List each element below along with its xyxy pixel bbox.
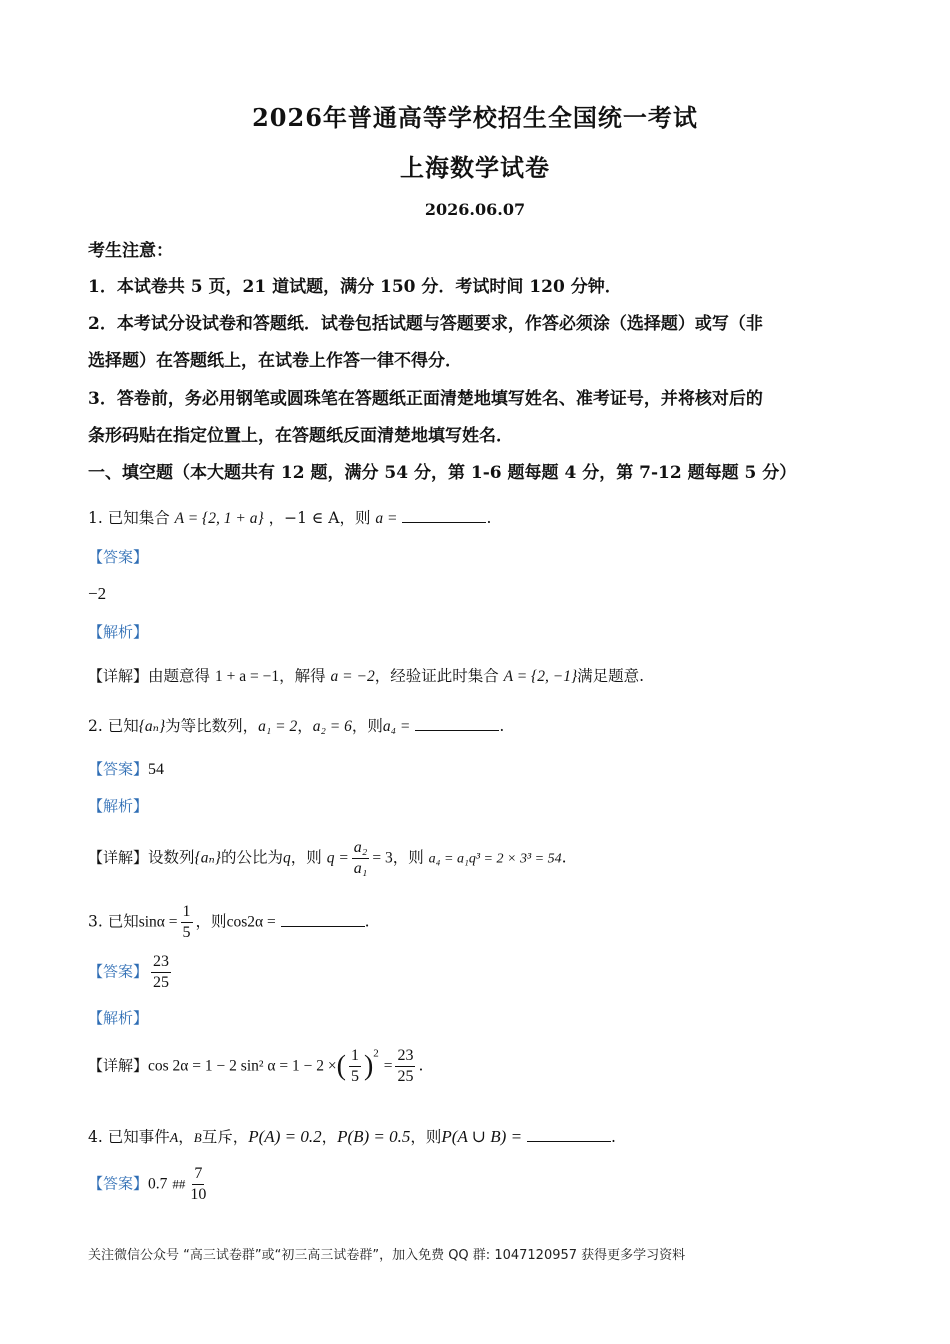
detail-fraction — [352, 838, 370, 879]
question-3-equation: sinα = — [138, 913, 178, 931]
detail-ratio: q — [282, 849, 291, 867]
detail-text: ，则 — [392, 848, 424, 867]
question-4-separator: ， — [321, 1128, 338, 1146]
detail-text: ，则 — [290, 848, 322, 867]
fraction-numerator: 1 — [181, 902, 193, 923]
question-3-end: . — [364, 912, 370, 931]
detail-result — [395, 1046, 415, 1087]
question-3-answer-row — [88, 952, 174, 993]
question-4-answer-separator: ## — [172, 1176, 186, 1192]
question-2-detail — [88, 838, 567, 879]
notice-item-3-line-1: 3．答卷前，务必用钢笔或圆珠笔在答题纸正面清楚地填写姓名、准考证号，并将核对后的 — [88, 389, 763, 409]
analysis-label: 【解析】 — [88, 797, 149, 815]
exam-subtitle: 上海数学试卷 — [400, 153, 550, 182]
question-3-prefix: 3. 已知 — [88, 912, 139, 931]
question-1 — [88, 506, 491, 528]
detail-text: ，解得 — [279, 667, 326, 685]
question-4-end: . — [611, 1128, 616, 1146]
question-4-answer-row — [88, 1164, 211, 1205]
question-2-prefix: 2. 已知 — [88, 717, 139, 735]
notice-item-2-line-1: 2．本考试分设试卷和答题纸．试卷包括试题与答题要求，作答必须涂（选择题）或写（非 — [88, 314, 763, 334]
detail-text: 的公比为 — [220, 848, 283, 867]
detail-label: 【详解】 — [88, 1056, 149, 1075]
exam-date: 2026.06.07 — [424, 200, 526, 219]
left-paren: ( — [336, 1050, 346, 1082]
question-3-fraction — [181, 902, 193, 943]
exponent: 2 — [373, 1047, 379, 1060]
detail-equation: a = −2 — [330, 668, 375, 685]
question-2-answer: 54 — [148, 761, 165, 778]
question-4-text: ，则 — [410, 1128, 442, 1146]
question-1-condition: ，−1 ∈ A，则 — [268, 509, 371, 527]
question-4-pb: P(B) = 0.5 — [337, 1127, 411, 1146]
detail-equation: 1 + a = −1 — [214, 668, 280, 685]
question-4-separator: ， — [178, 1128, 194, 1146]
question-4-event-a: A — [169, 1131, 179, 1146]
fraction-denominator: 5 — [350, 1068, 359, 1085]
fraction-denominator: a₁ — [353, 860, 368, 877]
detail-text: 设数列 — [148, 848, 195, 867]
question-2 — [88, 714, 504, 736]
detail-equation: cos 2α = 1 − 2 sin² α = 1 − 2 × — [148, 1057, 337, 1075]
detail-equation: = 3 — [372, 849, 393, 867]
section-heading: 一、填空题（本大题共有 12 题，满分 54 分，第 1-6 题每题 4 分，第 7-12 题每题 5 分） — [88, 463, 797, 483]
detail-equation: A = {2, −1} — [503, 668, 578, 685]
notice-item-2-line-2: 选择题）在答题纸上，在试卷上作答一律不得分． — [88, 351, 462, 371]
question-3-answer — [151, 952, 171, 993]
detail-fraction — [349, 1046, 361, 1087]
exam-title: 2026年普通高等学校招生全国统一考试 — [252, 103, 698, 132]
question-3-text: ，则 — [195, 912, 227, 931]
detail-sequence: {aₙ} — [194, 849, 221, 867]
analysis-label: 【解析】 — [88, 1009, 149, 1027]
detail-text: 满足题意. — [577, 667, 645, 685]
fraction-numerator: a₂ — [352, 838, 370, 859]
question-1-prefix: 1. 已知集合 — [88, 509, 170, 527]
detail-label: 【详解】 — [88, 848, 149, 867]
question-4-pa: P(A) = 0.2 — [248, 1127, 322, 1146]
detail-text: ，经验证此时集合 — [374, 667, 499, 685]
page-footer: 关注微信公众号 “高三试卷群”或“初三高三试卷群”，加入免费 QQ 群: 1047120957 获得更多学习资料 — [88, 1248, 686, 1263]
detail-label: 【详解】 — [88, 667, 149, 685]
fraction-numerator: 23 — [151, 952, 171, 973]
question-4-answer-decimal: 0.7 — [148, 1175, 168, 1193]
question-2-text: 为等比数列， — [165, 717, 259, 735]
question-4-ask: P(A ∪ B) = — [441, 1127, 523, 1146]
question-3-ask: cos2α = — [226, 913, 276, 931]
detail-end: . — [418, 1056, 424, 1075]
question-2-term-2: a₂ = 6 — [312, 718, 352, 735]
right-paren: ) — [363, 1050, 374, 1082]
question-2-separator: ， — [297, 717, 313, 735]
fraction-numerator: 23 — [395, 1046, 415, 1067]
notice-item-1: 1．本试卷共 5 页，21 道试题，满分 150 分．考试时间 120 分钟． — [88, 277, 622, 297]
question-4-prefix: 4. 已知事件 — [88, 1128, 170, 1146]
answer-label: 【答案】 — [88, 1174, 149, 1193]
fraction-denominator: 25 — [397, 1068, 414, 1085]
fraction-denominator: 25 — [153, 974, 170, 991]
question-4-answer-fraction — [188, 1164, 208, 1205]
question-3-detail — [88, 1046, 423, 1087]
answer-label: 【答案】 — [88, 962, 149, 981]
detail-equation: q = — [326, 849, 349, 867]
notice-heading: 考生注意： — [88, 241, 173, 261]
fraction-denominator: 10 — [190, 1186, 207, 1203]
question-2-text: ，则 — [351, 717, 383, 735]
detail-end: . — [561, 848, 567, 867]
question-3 — [88, 902, 370, 943]
question-4-text: 互斥， — [201, 1128, 249, 1146]
fraction-denominator: 5 — [182, 924, 191, 941]
notice-item-3-line-2: 条形码贴在指定位置上，在答题纸反面清楚地填写姓名． — [88, 426, 513, 446]
detail-equation: a₄ = a₁q³ = 2 × 3³ = 54 — [428, 851, 562, 867]
question-2-ask: a₄ = — [382, 718, 411, 735]
answer-blank — [415, 716, 499, 731]
detail-text: 由题意得 — [148, 667, 211, 685]
question-2-end: . — [499, 717, 505, 735]
analysis-label: 【解析】 — [88, 623, 149, 641]
answer-blank — [281, 912, 365, 927]
fraction-numerator: 7 — [192, 1164, 204, 1185]
question-1-answer: −2 — [88, 584, 107, 603]
question-4-event-b: B — [193, 1130, 202, 1145]
answer-blank — [527, 1127, 611, 1142]
question-2-term-1: a₁ = 2 — [258, 718, 298, 735]
answer-blank — [402, 508, 486, 523]
fraction-numerator: 1 — [349, 1046, 361, 1067]
detail-equals: = — [383, 1057, 393, 1075]
question-4 — [88, 1125, 616, 1147]
question-2-answer-row — [88, 758, 164, 779]
answer-label: 【答案】 — [88, 760, 149, 778]
question-2-sequence: {aₙ} — [138, 718, 166, 735]
question-1-variable: a = — [375, 510, 398, 527]
question-1-end: . — [486, 509, 492, 527]
answer-label: 【答案】 — [88, 548, 149, 566]
question-1-detail — [88, 664, 644, 686]
question-1-set: A = {2, 1 + a} — [174, 510, 264, 527]
